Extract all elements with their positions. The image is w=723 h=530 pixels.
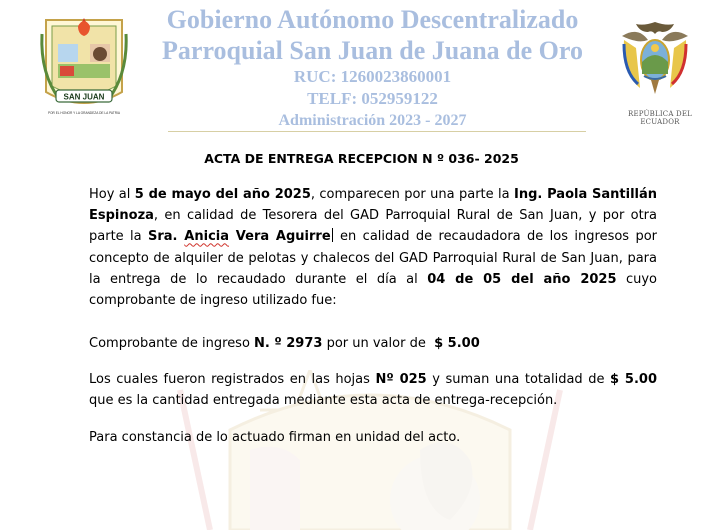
ecuador-coat-of-arms-logo (618, 18, 692, 96)
p3-text-3: que es la cantidad entregada mediante esta acta de entrega-recepción. (89, 393, 558, 409)
p1-text-5: cuyo comprobante de ingreso utilizado fue: (89, 271, 658, 309)
p1-text-3: , en calidad de Tesorera del GAD Parroquial Rural de San Juan, y por otra parte la (89, 208, 657, 245)
p3-sheet-number: Nº 025 (375, 372, 427, 387)
paragraph-3[interactable] (89, 369, 657, 411)
letterhead-administration: Administración 2023 - 2027 (278, 112, 467, 129)
header-divider (168, 131, 586, 132)
p1-person-1: Ing. Paola Santillán Espinoza (89, 187, 658, 224)
paragraph-4[interactable]: Para constancia de lo actuado firman en unidad del acto. (89, 430, 461, 445)
p2-amount: $ 5.00 (434, 336, 480, 351)
document-title: ACTA DE ENTREGA RECEPCION N º 036- 2025 (204, 151, 519, 166)
p1-title-2: Sra. (148, 229, 185, 245)
parish-seal-logo (38, 14, 130, 118)
p1-text-1: Hoy al (89, 187, 135, 202)
text-cursor (332, 228, 333, 242)
p2-text-1: Comprobante de ingreso (89, 336, 255, 351)
letterhead (130, 4, 615, 131)
paragraph-1[interactable] (89, 184, 657, 311)
letterhead-line-2: Parroquial San Juan de Juana de Oro (162, 36, 583, 65)
p1-text-4: en calidad de recaudadora de los ingresos por concepto de alquiler de pelotas y chalecos del GAD Parroquial Rural de San Juan, para la entrega de lo recaudado durante el día al (89, 229, 658, 287)
letterhead-line-1: Gobierno Autónomo Descentralizado (166, 5, 579, 34)
paragraph-2[interactable] (89, 333, 657, 354)
p1-date-2: 04 de 05 del año 2025 (427, 271, 617, 287)
p3-text-1: Los cuales fueron registrados en las hojas (89, 372, 376, 387)
letterhead-telf: TELF: 052959122 (307, 89, 438, 108)
p2-text-2: por un valor de (322, 336, 435, 351)
p3-amount: $ 5.00 (609, 372, 658, 387)
letterhead-ruc: RUC: 1260023860001 (293, 67, 452, 86)
p1-text-2: , comparecen por una parte la (310, 187, 514, 202)
p3-text-2: y suman una totalidad de (426, 372, 610, 387)
p1-date: 5 de mayo del año 2025 (134, 187, 311, 202)
seal-name-text: SAN JUAN (63, 92, 105, 102)
seal-motto-text: POR EL HONOR Y LA GRANDEZA DE LA PATRIA (47, 111, 121, 115)
p2-receipt-number: N. º 2973 (254, 336, 323, 351)
p1-name-2-misspelled: Anicia (184, 229, 230, 245)
p1-name-2-rest: Vera Aguirre (229, 229, 331, 245)
republic-caption: REPÚBLICA DEL ECUADOR (627, 110, 693, 126)
